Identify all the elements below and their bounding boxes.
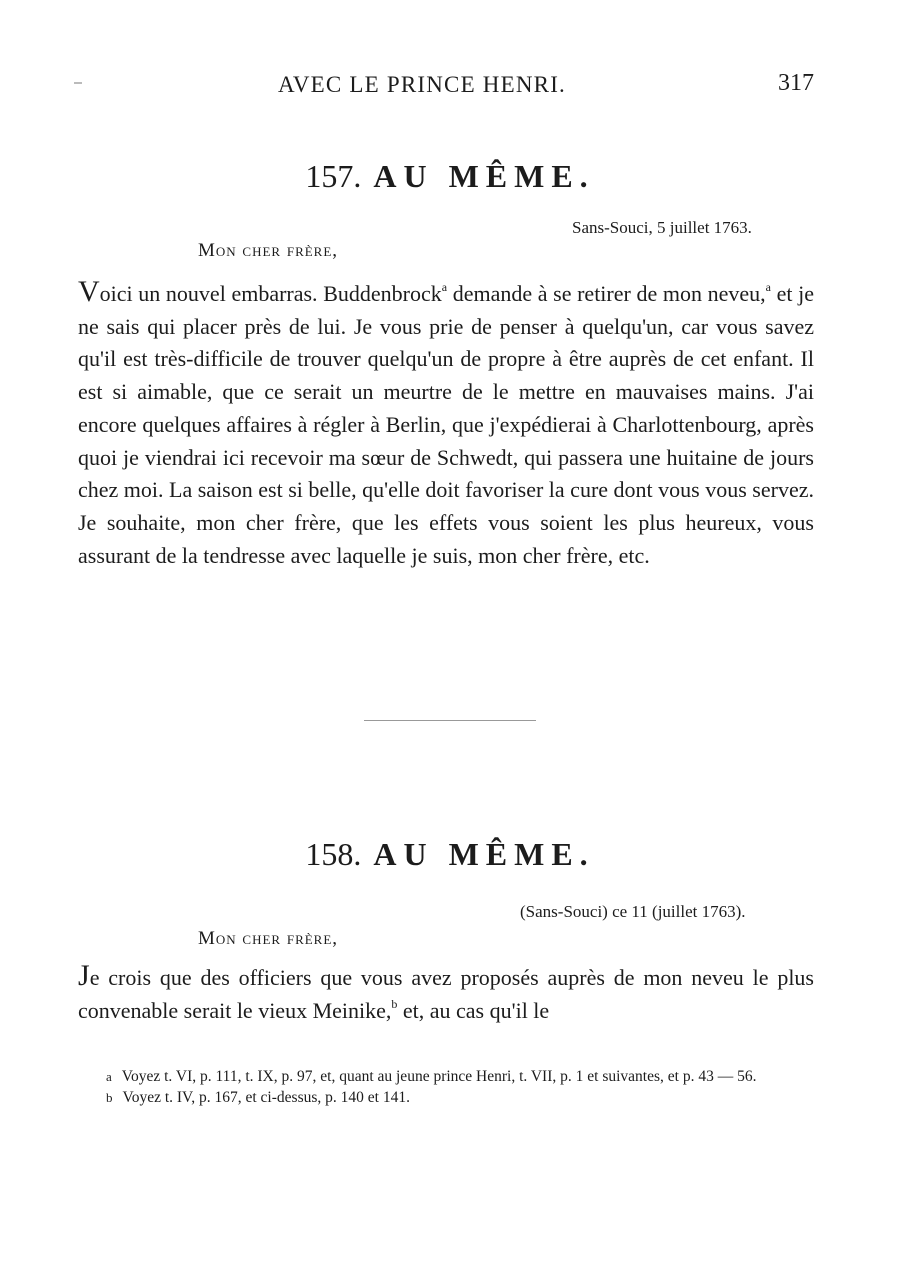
letter-number: 158. (305, 836, 362, 872)
letter-158-body (78, 959, 814, 1027)
letter-title: AU MÊME. (373, 836, 595, 872)
letter-158-salutation: Mon cher frère, (198, 928, 339, 949)
page-number: 317 (778, 70, 814, 96)
footnote-ref: b (391, 996, 398, 1011)
letter-158-heading (0, 836, 900, 873)
running-header (0, 70, 900, 100)
footnotes (78, 1066, 818, 1108)
footnote-ref: a (441, 280, 448, 294)
footnote-mark: b (106, 1090, 113, 1105)
drop-cap: V (78, 275, 100, 308)
body-segment: e crois que des officiers que vous avez proposés auprès de mon neveu le plus convenable serait le vieux Meinike, (78, 965, 814, 1023)
printer-mark (74, 82, 82, 84)
body-segment: oici un nouvel embarras. Buddenbrock (99, 281, 442, 306)
letter-number: 157. (305, 158, 362, 194)
footnote (78, 1087, 818, 1108)
footnote (78, 1066, 818, 1087)
footnote-ref: a (765, 280, 771, 294)
body-segment: et, au cas qu'il le (397, 997, 550, 1023)
body-segment: demande à se retirer de mon neveu, (447, 281, 766, 306)
footnote-text: Voyez t. IV, p. 167, et ci-dessus, p. 140 et 141. (122, 1089, 410, 1106)
footnote-text: Voyez t. VI, p. 111, t. IX, p. 97, et, quant au jeune prince Henri, t. VII, p. 1 et suivantes, et p. 43 — 56. (121, 1068, 757, 1085)
letter-157-heading (0, 158, 900, 195)
running-title: AVEC LE PRINCE HENRI. (278, 72, 567, 97)
drop-cap: J (78, 959, 90, 992)
footnote-mark: a (106, 1069, 112, 1084)
letter-title: AU MÊME. (373, 158, 595, 194)
body-segment: et je ne sais qui placer près de lui. Je vous prie de penser à quelqu'un, car vous savez qu'il est très-difficile de trouver quelqu'un de propre à être auprès de cet enfant. Il est si aimable, que ce serait un meurtre de le mettre en mauvaises mains. J'ai encore quelques affaires à régler à Berlin, que j'expédierai à Charlottenbourg, après quoi je viendrai ici recevoir ma sœur de Schwedt, qui passera une huitaine de jours chez moi. La saison est si belle, qu'elle doit favoriser la cure dont vous vous servez. Je souhaite, mon cher frère, que les effets vous soient les plus heureux, vous assurant de la tendresse avec laquelle je suis, mon cher frère, etc. (78, 281, 814, 568)
letter-157-salutation: Mon cher frère, (198, 240, 339, 261)
letter-157-body (78, 275, 814, 572)
letter-157-dateline: Sans-Souci, 5 juillet 1763. (572, 218, 752, 237)
section-divider (364, 720, 536, 721)
letter-158-dateline: (Sans-Souci) ce 11 (juillet 1763). (520, 902, 746, 921)
